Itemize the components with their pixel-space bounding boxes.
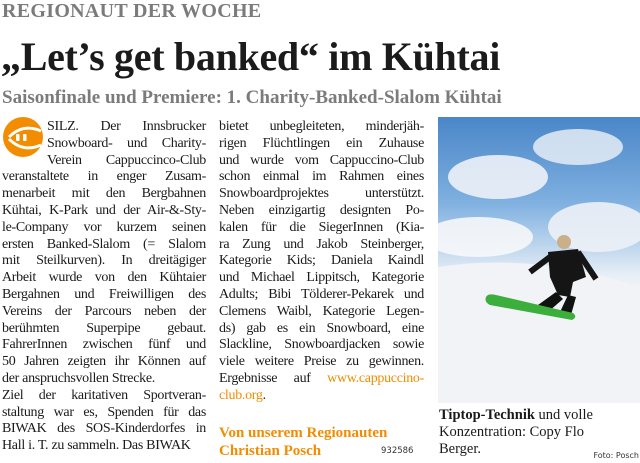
caption-line-2: Konzentration: Copy Flo [439, 424, 584, 440]
text-line: und Michael Lippitsch, Kategorie [219, 270, 424, 286]
text-line: Kühtai, K-Park und der Air-&-Sty- [2, 202, 206, 218]
text-line: veranstaltete in enger Zusam- [2, 169, 206, 185]
results-line-2 [219, 388, 424, 405]
website-link[interactable]: www.cappuccino- [327, 370, 424, 386]
photo-credit: Foto: Posch [593, 451, 639, 460]
text-line: staltung war es, Spenden für das [2, 404, 206, 420]
text-line: Arbeit wurde von den Kühtaier [2, 270, 206, 286]
text-line: Ziel der karitativen Sportveran- [2, 387, 206, 403]
text-line: ersten Banked-Slalom (= Slalom [2, 236, 206, 252]
text-line: bietet unbegleiteten, minderjäh- [219, 119, 424, 134]
text-line: viele weitere Preise zu gewinnen. [219, 354, 424, 370]
text-line: Snowboardprojektes unterstützt. [219, 186, 424, 202]
caption-line-3: Berger. [439, 441, 482, 457]
text-line: Kategorie Kids; Daniela Kaindl [219, 253, 424, 269]
text-line: menarbeit mit den Bergbahnen [2, 186, 206, 202]
text-line: Snowboard- und Charity- [47, 135, 206, 151]
text-line: der anspruchsvollen Strecke. [2, 370, 155, 386]
text-line: Slackline, Snowboardjacken sowie [219, 337, 424, 353]
headline: „Let’s get banked“ im Kühtai [1, 34, 501, 79]
text-line: mit Steilkurven). In dreitägiger [2, 253, 206, 269]
text-line: 50 Jahren zeigten ihr Können auf [2, 354, 206, 370]
text-line: Hall i. T. zu sammeln. Das BIWAK [2, 438, 191, 454]
snowboarder-photo [438, 117, 640, 403]
text-line: Vereins der Parcours neben der [2, 303, 206, 319]
text-line: schon einmal im Rahmen eines [219, 169, 424, 185]
text-line: und wurde vom Cappuccino-Club [219, 152, 424, 168]
article-column-1 [2, 119, 206, 455]
text-line: le-Company vor kurzem seinen [2, 219, 206, 235]
byline-author: Christian Posch [219, 443, 322, 459]
text-line: FahrerInnen zwischen fünf und [2, 337, 206, 353]
text-line: Adults; Bibi Tölderer-Pekarek und [219, 286, 424, 302]
website-link-continued[interactable]: club.org [219, 387, 263, 403]
text-line: Clemens Waibl, Kategorie Legen- [219, 303, 424, 319]
period: . [262, 387, 266, 403]
text-line: kalen für die SiegerInnen (Kia- [219, 219, 424, 235]
text-line: SILZ. Der Innsbrucker [47, 119, 206, 134]
caption-bold: Tiptop-Technik [439, 407, 535, 423]
text-line: ds) gab es ein Snowboard, eine [219, 320, 424, 336]
byline-line-1: Von unserem Regionauten [219, 425, 388, 441]
text-line: BIWAK des SOS-Kinderdorfes in [2, 421, 206, 437]
text-line: Bergahnen und Freiwilligen des [2, 286, 206, 302]
subheadline: Saisonfinale und Premiere: 1. Charity-Banked-Slalom Kühtai [2, 87, 502, 108]
results-label: Ergebnisse auf [219, 370, 328, 386]
section-kicker: REGIONAUT DER WOCHE [2, 0, 262, 22]
text-line: rigen Flüchtlingen ein Zuhause [219, 135, 424, 151]
results-line [219, 371, 424, 388]
article-code: 932586 [381, 446, 414, 456]
article-column-2 [219, 119, 424, 405]
text-line: Verein Cappuccinco-Club [47, 152, 206, 168]
text-line: Neben einzigartig designten Po- [219, 202, 424, 218]
text-line: berühmten Superpipe gebaut. [2, 320, 206, 336]
author-byline [219, 424, 387, 460]
text-line: ra Zung und Jakob Steinberger, [219, 236, 424, 252]
caption-text: und volle [534, 407, 593, 423]
